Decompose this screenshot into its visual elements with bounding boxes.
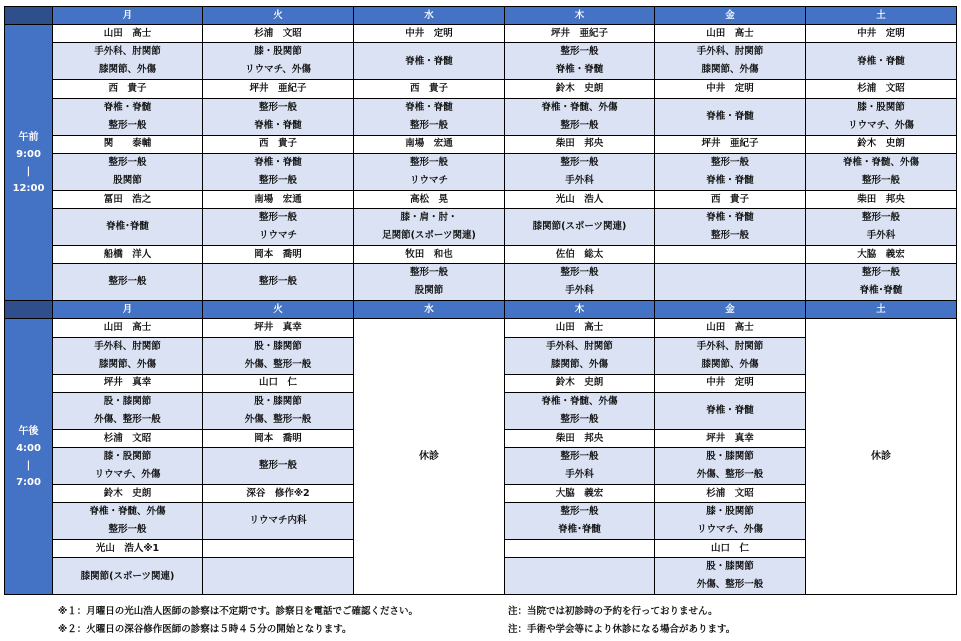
doctor-name: 牧田 和也 (354, 245, 505, 263)
doctor-name: 鈴木 史朗 (505, 80, 655, 98)
specialty-cell (203, 392, 354, 429)
period-text: | (26, 165, 31, 177)
specialty-line: 整形一般 (108, 156, 147, 168)
note-closure: 注：手術や学会等により休診になる場合があります。 (508, 624, 736, 635)
specialty-cell (505, 337, 655, 374)
specialty-line: 脊椎・脊髄 (706, 404, 754, 416)
specialty-cell (203, 558, 354, 595)
specialty-line: 脊椎・脊髄、外傷 (842, 156, 919, 168)
specialty-line: 整形一般 (560, 156, 599, 168)
specialty-line: 股・膝関節 (254, 340, 302, 352)
period-text: 9:00 (16, 148, 41, 160)
specialty-line: 膝・股関節 (103, 450, 152, 462)
doctor-name: 深谷 修作※2 (203, 484, 354, 502)
period-label (5, 25, 53, 301)
specialty-cell (505, 153, 655, 190)
specialty-cell (655, 43, 806, 80)
specialty-line: 整形一般 (258, 276, 297, 288)
specialty-line: 股関節 (414, 285, 444, 297)
specialty-line: 脊椎・脊髄 (706, 211, 754, 223)
specialty-cell (53, 98, 203, 135)
specialty-cell (203, 503, 354, 540)
day-header-am: 土 (806, 7, 957, 25)
specialty-line: 足関節(スポーツ関連) (382, 229, 476, 241)
specialty-line: 整形一般 (258, 211, 297, 223)
specialty-line: リウマチ (409, 174, 448, 186)
doctor-name: 冨田 浩之 (53, 190, 203, 208)
specialty-line: 脊椎･脊髄 (558, 524, 601, 536)
doctor-name: 山田 高士 (53, 25, 203, 43)
specialty-line: リウマチ (258, 229, 297, 241)
specialty-line: 膝・肩・肘・ (400, 211, 458, 223)
period-text: 7:00 (16, 476, 41, 488)
specialty-line: 外傷、整形一般 (244, 358, 312, 370)
specialty-line: 股関節 (113, 174, 142, 186)
specialty-line: 手外科 (565, 285, 594, 297)
specialty-line: 整形一般 (710, 229, 749, 241)
schedule-table (4, 6, 957, 595)
doctor-name: 柴田 邦央 (806, 190, 957, 208)
day-header-am: 火 (203, 7, 354, 25)
specialty-cell (655, 558, 806, 595)
doctor-name: 坪井 真幸 (53, 374, 203, 392)
specialty-cell (806, 98, 957, 135)
specialty-cell (806, 264, 957, 301)
doctor-name: 坪井 真幸 (203, 319, 354, 337)
specialty-line: 整形一般 (258, 460, 297, 472)
doctor-name: 鈴木 史朗 (505, 374, 655, 392)
doctor-name: 光山 浩人※1 (53, 540, 203, 558)
specialty-line: 脊椎･脊髄 (859, 285, 903, 297)
doctor-name: 鈴木 史朗 (53, 484, 203, 502)
doctor-name: 船橋 洋人 (53, 245, 203, 263)
doctor-name: 中井 定明 (354, 25, 505, 43)
specialty-cell (505, 208, 655, 245)
specialty-line: 脊椎・脊髄 (405, 101, 453, 113)
doctor-name: 高松 晃 (354, 190, 505, 208)
specialty-line: 整形一般 (710, 156, 749, 168)
specialty-cell (53, 208, 203, 245)
specialty-cell (505, 43, 655, 80)
specialty-cell (655, 208, 806, 245)
doctor-name: 中井 定明 (806, 25, 957, 43)
specialty-line: 脊椎・脊髄 (103, 101, 152, 113)
specialty-cell (354, 153, 505, 190)
specialty-line: 整形一般 (409, 156, 448, 168)
specialty-line: 手外科、肘関節 (696, 340, 764, 352)
day-header-pm: 金 (655, 301, 806, 319)
specialty-line: 膝関節、外傷 (701, 358, 759, 370)
doctor-name: 中井 定明 (655, 80, 806, 98)
period-label (5, 319, 53, 595)
doctor-name: 坪井 亜紀子 (203, 80, 354, 98)
specialty-cell (203, 447, 354, 484)
specialty-line: 股・膝関節 (103, 395, 152, 407)
specialty-cell (203, 43, 354, 80)
specialty-cell (655, 98, 806, 135)
specialty-cell (655, 392, 806, 429)
specialty-line: 脊椎･脊髄 (106, 221, 149, 233)
doctor-name: 杉浦 文昭 (806, 80, 957, 98)
specialty-line: 整形一般 (861, 211, 900, 223)
specialty-line: 整形一般 (560, 506, 599, 518)
day-header-am: 木 (505, 7, 655, 25)
specialty-line: 整形一般 (861, 174, 900, 186)
specialty-cell (203, 337, 354, 374)
specialty-line: 外傷、整形一般 (696, 579, 764, 591)
specialty-line: 脊椎・脊髄 (254, 156, 302, 168)
day-header-pm: 土 (806, 301, 957, 319)
doctor-name: 西 貴子 (655, 190, 806, 208)
doctor-name: 南場 宏通 (354, 135, 505, 153)
specialty-cell (505, 392, 655, 429)
specialty-line: リウマチ、外傷 (848, 119, 914, 131)
specialty-line: 手外科 (565, 174, 594, 186)
doctor-name: 山田 高士 (505, 319, 655, 337)
specialty-cell (203, 264, 354, 301)
specialty-line: 膝関節(スポーツ関連) (80, 570, 175, 582)
specialty-line: 膝・股関節 (706, 506, 754, 518)
day-header-pm: 木 (505, 301, 655, 319)
specialty-line: リウマチ、外傷 (245, 64, 311, 76)
specialty-line: 股・膝関節 (706, 561, 754, 573)
doctor-name: 南場 宏通 (203, 190, 354, 208)
specialty-line: 膝関節、外傷 (98, 64, 156, 76)
doctor-name: 柴田 邦央 (505, 429, 655, 447)
specialty-cell (53, 337, 203, 374)
specialty-cell (53, 264, 203, 301)
specialty-line: 膝関節、外傷 (98, 358, 156, 370)
specialty-cell (655, 264, 806, 301)
doctor-name: 佐伯 総太 (505, 245, 655, 263)
closed-cell: 休診 (806, 319, 957, 595)
specialty-line: 整形一般 (560, 450, 599, 462)
footnote-1: ※１：月曜日の光山浩人医師の診察は不定期です。診察日を電話でご確認ください。 (58, 606, 418, 617)
specialty-cell (505, 264, 655, 301)
specialty-line: 整形一般 (861, 267, 900, 279)
closed-cell: 休診 (354, 319, 505, 595)
specialty-line: 整形一般 (258, 174, 297, 186)
specialty-cell (354, 98, 505, 135)
doctor-name: 西 貴子 (53, 80, 203, 98)
specialty-cell (203, 98, 354, 135)
doctor-name: 坪井 亜紀子 (655, 135, 806, 153)
specialty-line: 整形一般 (258, 101, 297, 113)
specialty-cell (806, 153, 957, 190)
corner-cell (5, 7, 53, 25)
specialty-line: 整形一般 (560, 119, 599, 131)
specialty-line: 脊椎・脊髄 (254, 119, 302, 131)
doctor-name: 西 貴子 (203, 135, 354, 153)
corner-cell (5, 301, 53, 319)
specialty-line: 脊椎・脊髄 (857, 55, 905, 67)
doctor-name: 山田 高士 (655, 25, 806, 43)
specialty-cell (53, 558, 203, 595)
doctor-name: 坪井 真幸 (655, 429, 806, 447)
specialty-line: 整形一般 (108, 276, 147, 288)
specialty-line: 手外科、肘関節 (696, 46, 764, 58)
specialty-line: 手外科、肘関節 (546, 340, 613, 352)
doctor-name (203, 540, 354, 558)
doctor-name: 杉浦 文昭 (655, 484, 806, 502)
specialty-cell (806, 43, 957, 80)
doctor-name: 柴田 邦央 (505, 135, 655, 153)
specialty-cell (505, 447, 655, 484)
specialty-line: 手外科 (565, 468, 594, 480)
specialty-line: 膝・股関節 (254, 46, 302, 58)
specialty-line: 整形一般 (108, 119, 147, 131)
doctor-name: 山田 高士 (655, 319, 806, 337)
specialty-line: 整形一般 (409, 267, 448, 279)
specialty-line: 整形一般 (560, 413, 599, 425)
doctor-name: 鈴木 史朗 (806, 135, 957, 153)
specialty-line: 外傷、整形一般 (94, 413, 161, 425)
specialty-line: 脊椎・脊髄 (555, 64, 604, 76)
day-header-am: 金 (655, 7, 806, 25)
specialty-line: 膝関節(スポーツ関連) (532, 221, 627, 233)
specialty-cell (505, 558, 655, 595)
specialty-cell (53, 503, 203, 540)
doctor-name (505, 540, 655, 558)
specialty-line: 脊椎・脊髄、外傷 (541, 395, 618, 407)
doctor-name (655, 245, 806, 263)
specialty-line: 膝関節、外傷 (550, 358, 608, 370)
specialty-cell (354, 208, 505, 245)
specialty-cell (354, 43, 505, 80)
specialty-line: 手外科、肘関節 (94, 340, 161, 352)
period-text: 4:00 (16, 442, 41, 454)
specialty-line: 脊椎・脊髄 (706, 110, 754, 122)
note-no-reservation: 注：当院では初診時の予約を行っておりません。 (508, 606, 718, 617)
specialty-line: 股・膝関節 (254, 395, 302, 407)
specialty-cell (806, 208, 957, 245)
specialty-cell (655, 153, 806, 190)
specialty-line: 膝関節、外傷 (701, 64, 759, 76)
specialty-cell (655, 503, 806, 540)
doctor-name: 西 貴子 (354, 80, 505, 98)
specialty-line: 外傷、整形一般 (696, 468, 764, 480)
doctor-name: 坪井 亜紀子 (505, 25, 655, 43)
specialty-line: リウマチ、外傷 (94, 468, 161, 480)
specialty-line: 整形一般 (108, 524, 147, 536)
period-text: 午後 (18, 425, 39, 437)
specialty-cell (53, 153, 203, 190)
specialty-cell (505, 503, 655, 540)
specialty-cell (655, 337, 806, 374)
doctor-name: 大脇 義宏 (806, 245, 957, 263)
specialty-line: 整形一般 (409, 119, 448, 131)
specialty-line: 脊椎・脊髄 (405, 55, 453, 67)
day-header-pm: 月 (53, 301, 203, 319)
doctor-name: 杉浦 文昭 (53, 429, 203, 447)
specialty-cell (53, 447, 203, 484)
day-header-pm: 火 (203, 301, 354, 319)
doctor-name: 山口 仁 (655, 540, 806, 558)
specialty-cell (203, 153, 354, 190)
doctor-name: 山口 仁 (203, 374, 354, 392)
doctor-name: 関 泰輔 (53, 135, 203, 153)
doctor-name: 山田 高士 (53, 319, 203, 337)
period-text: 午前 (18, 131, 39, 143)
day-header-am: 水 (354, 7, 505, 25)
doctor-name: 岡本 喬明 (203, 429, 354, 447)
specialty-cell (53, 392, 203, 429)
period-text: | (26, 459, 31, 471)
specialty-line: 脊椎・脊髄、外傷 (541, 101, 618, 113)
doctor-name: 岡本 喬明 (203, 245, 354, 263)
day-header-pm: 水 (354, 301, 505, 319)
specialty-cell (203, 208, 354, 245)
specialty-cell (655, 447, 806, 484)
doctor-name: 杉浦 文昭 (203, 25, 354, 43)
specialty-line: 手外科 (866, 229, 896, 241)
doctor-name: 大脇 義宏 (505, 484, 655, 502)
specialty-line: 脊椎・脊髄 (706, 174, 754, 186)
specialty-cell (505, 98, 655, 135)
doctor-name: 中井 定明 (655, 374, 806, 392)
specialty-line: 膝・股関節 (857, 101, 905, 113)
day-header-am: 月 (53, 7, 203, 25)
period-text: 12:00 (12, 182, 45, 194)
footnote-2: ※２：火曜日の深谷修作医師の診察は５時４５分の開始となります。 (58, 624, 352, 635)
specialty-line: 脊椎・脊髄、外傷 (89, 506, 166, 518)
specialty-line: 手外科、肘関節 (94, 46, 161, 58)
specialty-line: リウマチ内科 (249, 515, 307, 527)
specialty-line: 股・膝関節 (706, 450, 754, 462)
specialty-line: リウマチ、外傷 (697, 524, 763, 536)
specialty-line: 整形一般 (560, 46, 599, 58)
specialty-line: 整形一般 (560, 267, 599, 279)
specialty-line: 外傷、整形一般 (244, 413, 312, 425)
specialty-cell (53, 43, 203, 80)
specialty-cell (354, 264, 505, 301)
doctor-name: 光山 浩人 (505, 190, 655, 208)
